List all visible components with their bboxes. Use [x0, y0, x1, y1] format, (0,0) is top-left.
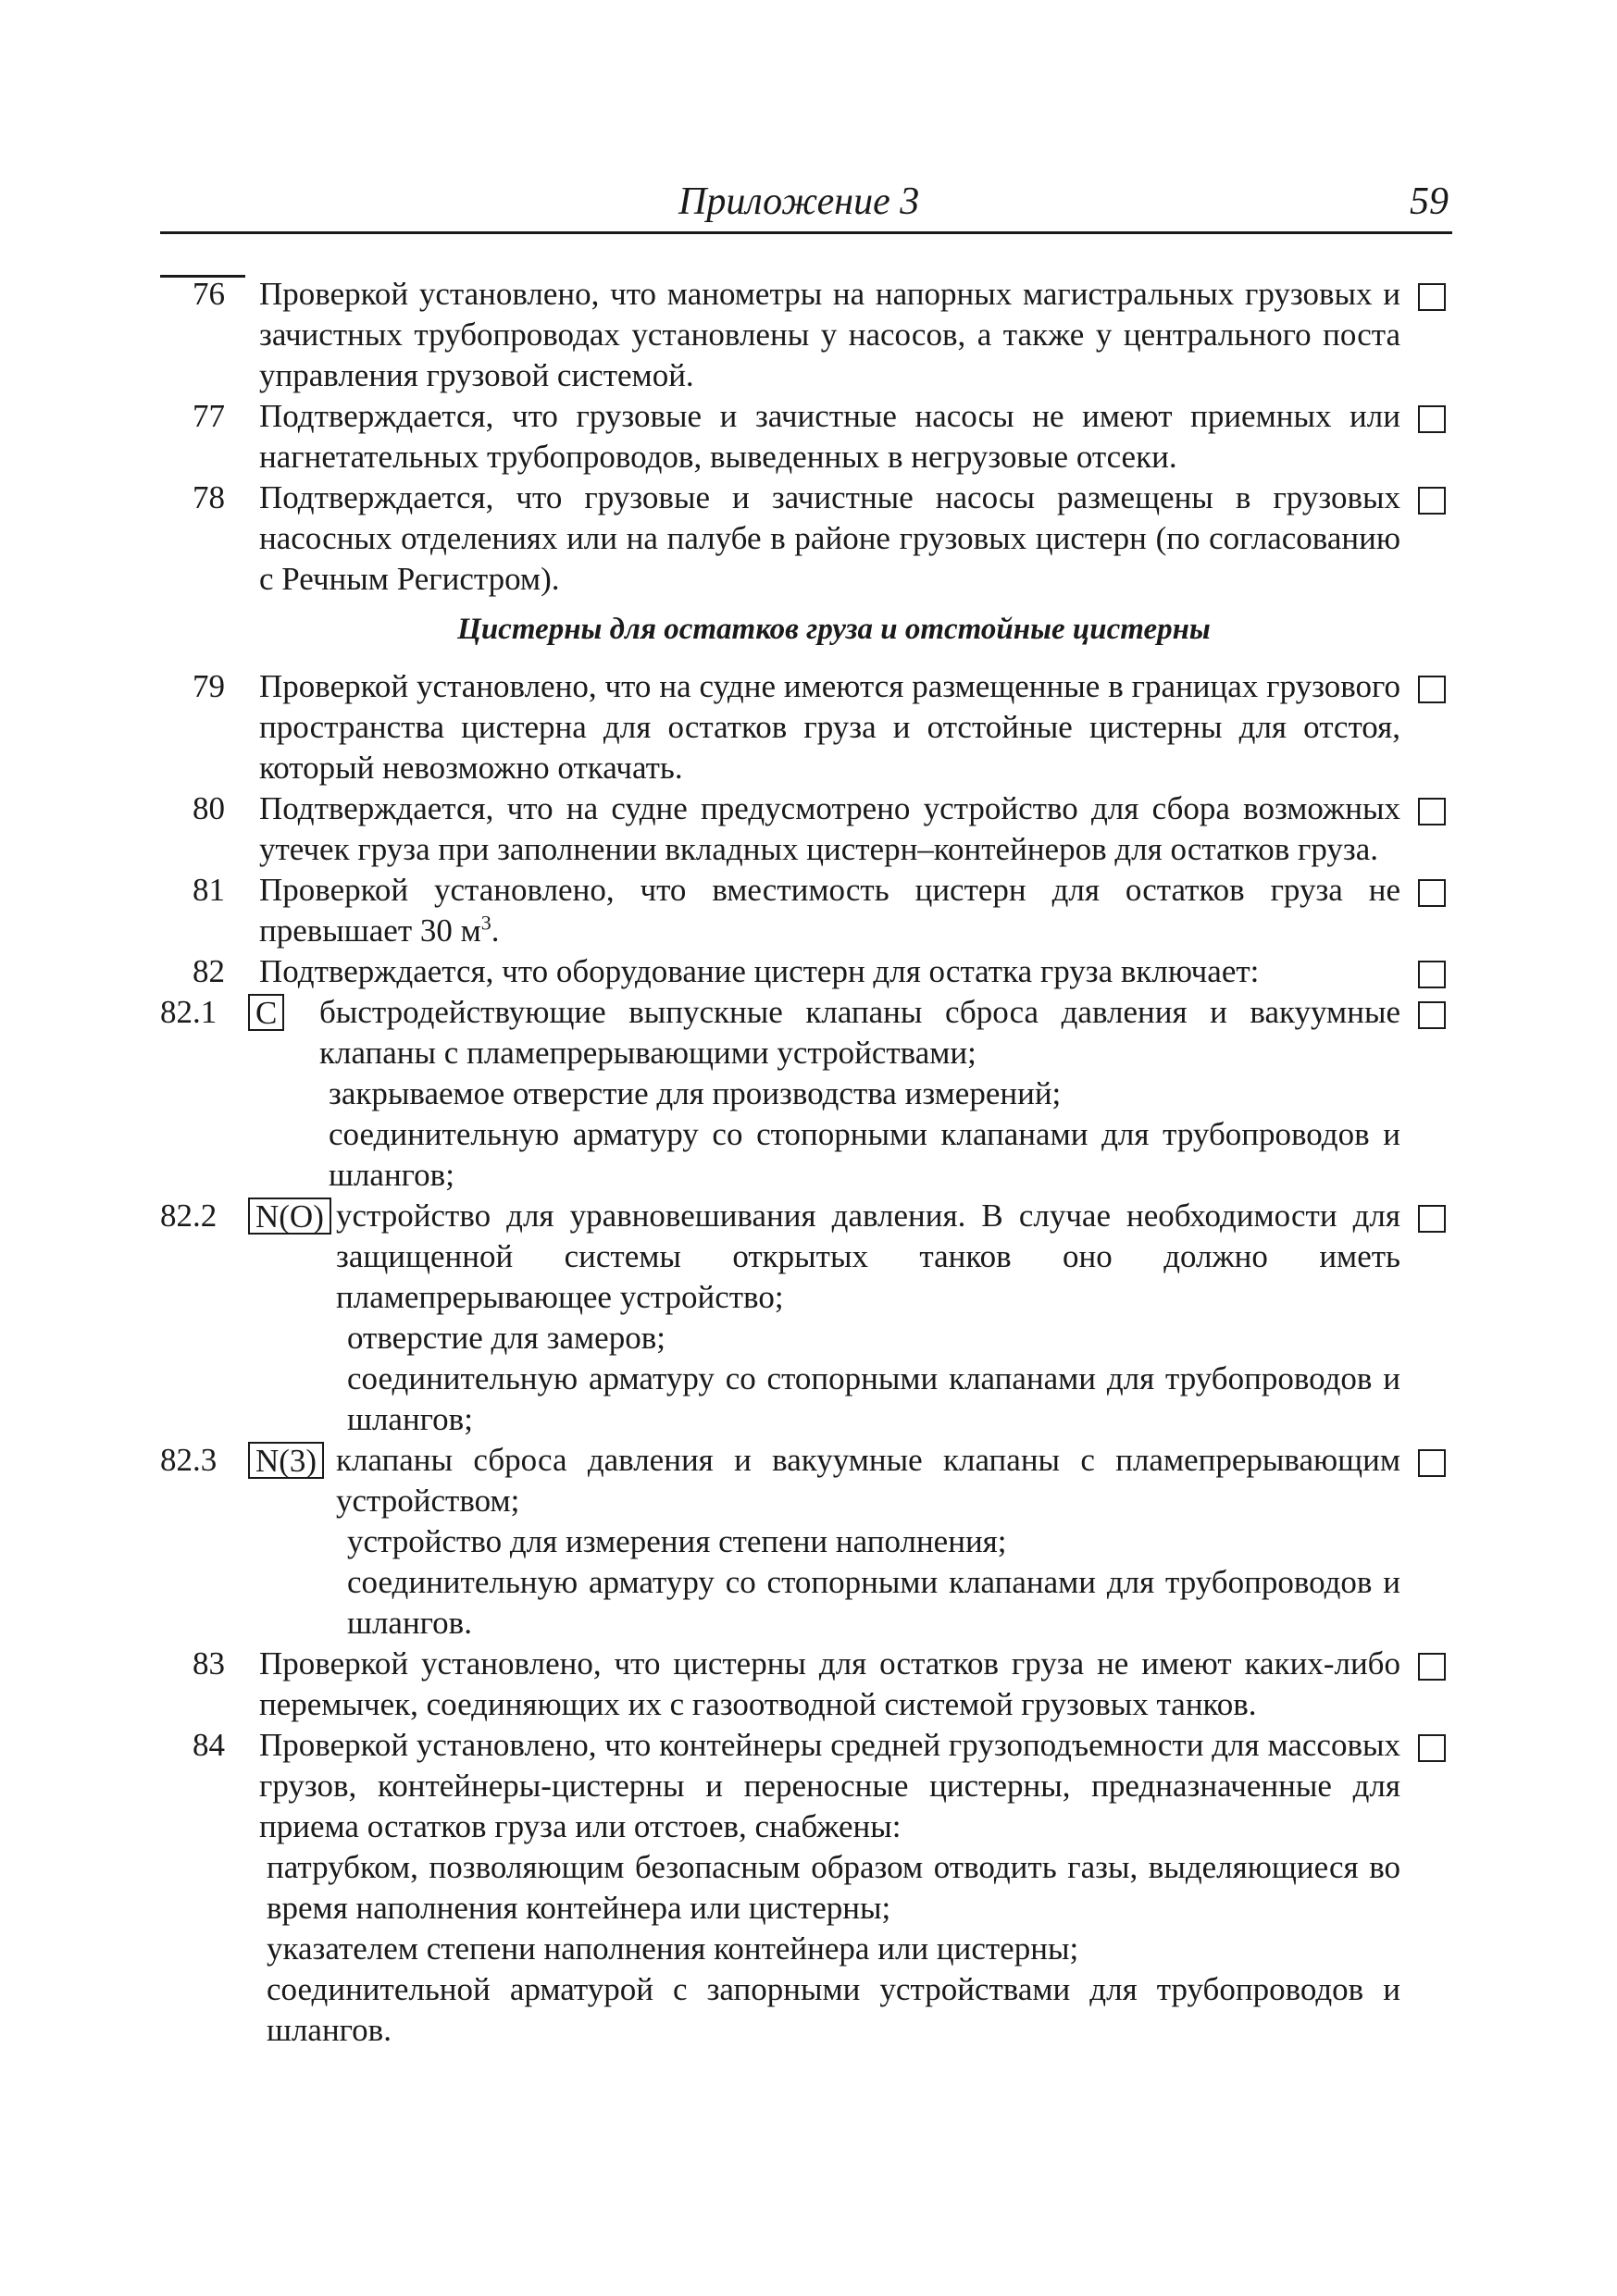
checkbox[interactable] — [1418, 676, 1446, 703]
checklist-subitem-82-2 — [160, 1196, 1452, 1440]
subitem-line: устройство для измерения степени наполнения; — [347, 1523, 1007, 1559]
page-number: 59 — [1410, 180, 1449, 223]
item-number: 77 — [193, 398, 225, 434]
item-number: 79 — [193, 668, 225, 704]
checkbox[interactable] — [1418, 1205, 1446, 1233]
checkbox[interactable] — [1418, 405, 1446, 433]
page-header — [160, 174, 1452, 234]
section-heading: Цистерны для остатков груза и отстойные цистерны — [457, 613, 1211, 646]
checklist-subitem-82-3 — [160, 1440, 1452, 1644]
checkbox[interactable] — [1418, 879, 1446, 907]
checkbox[interactable] — [1418, 1001, 1446, 1029]
category-tag: N(O) — [248, 1198, 331, 1235]
item-text: Подтверждается, что на судне предусмотрено устройство для сбора возможных утечек груза при заполнении вкладных цистерн–контейнеров для остатков груза. — [259, 790, 1400, 867]
item-text: Подтверждается, что грузовые и зачистные насосы размещены в грузовых насосных отделениях или на палубе в районе грузовых цистерн (по согласованию с Речным Регистром). — [259, 479, 1400, 597]
checkbox[interactable] — [1418, 798, 1446, 825]
item-number: 78 — [193, 479, 225, 515]
item-text: Проверкой установлено, что контейнеры средней грузоподъемности для массовых грузов, контейнеры-цистерны и переносные цистерны, предназначенные для приема остатков груза или отстоев, снабжены: — [259, 1727, 1400, 1844]
checkbox[interactable] — [1418, 961, 1446, 988]
checkbox[interactable] — [1418, 1653, 1446, 1681]
item-number: 84 — [193, 1727, 225, 1763]
subitem-number: 82.3 — [160, 1442, 218, 1478]
subitem-lead-text: клапаны сброса давления и вакуумные клапаны с пламепрерывающим устройством; — [336, 1442, 1400, 1519]
checklist-item-78 — [160, 478, 1452, 600]
item-text: Подтверждается, что грузовые и зачистные насосы не имеют приемных или нагнетательных трубопроводов, выведенных в негрузовые отсеки. — [259, 398, 1400, 475]
item-text — [259, 870, 1400, 951]
item-number: 76 — [193, 276, 225, 312]
checklist-content — [160, 274, 1452, 2051]
item-number: 80 — [193, 790, 225, 826]
item-text-end: . — [491, 912, 500, 949]
item-text: Проверкой установлено, что манометры на напорных магистральных грузовых и зачистных трубопроводах установлены у насосов, а также у центрального поста управления грузовой системой. — [259, 276, 1400, 393]
checkbox[interactable] — [1418, 283, 1446, 311]
item-number: 83 — [193, 1645, 225, 1682]
item-number: 82 — [193, 953, 225, 989]
subitem-line: соединительную арматуру со стопорными клапанами для трубопроводов и шлангов; — [329, 1116, 1400, 1193]
item-text-main: Проверкой установлено, что вместимость цистерн для остатков груза не превышает 30 м — [259, 872, 1400, 949]
item-subline: патрубком, позволяющим безопасным образом отводить газы, выделяющиеся во время наполнения контейнера или цистерны; — [267, 1849, 1400, 1926]
subitem-number: 82.1 — [160, 994, 218, 1030]
superscript: 3 — [480, 911, 491, 935]
checklist-item-82 — [160, 951, 1452, 992]
subitem-lead-text: быстродействующие выпускные клапаны сброса давления и вакуумные клапаны с пламепрерывающими устройствами; — [319, 994, 1400, 1071]
item-text: Проверкой установлено, что на судне имеются размещенные в границах грузового пространства цистерна для остатков груза и отстойные цистерны для отстоя, который невозможно откачать. — [259, 668, 1400, 786]
checkbox[interactable] — [1418, 1449, 1446, 1477]
item-subline: соединительной арматурой с запорными устройствами для трубопроводов и шлангов. — [267, 1971, 1400, 2048]
checklist-item-84 — [160, 1725, 1452, 2051]
checklist-item-80 — [160, 788, 1452, 870]
checklist-subitem-82-1 — [160, 992, 1452, 1196]
checkbox[interactable] — [1418, 1734, 1446, 1762]
checkbox[interactable] — [1418, 487, 1446, 515]
checklist-item-77 — [160, 396, 1452, 478]
item-subline: указателем степени наполнения контейнера или цистерны; — [267, 1930, 1079, 1967]
category-tag: C — [248, 994, 284, 1031]
checklist-item-79 — [160, 666, 1452, 788]
item-text: Проверкой установлено, что цистерны для остатков груза не имеют каких-либо перемычек, соединяющих их с газоотводной системой грузовых танков. — [259, 1645, 1400, 1722]
subitem-number: 82.2 — [160, 1198, 218, 1234]
category-tag: N(3) — [248, 1442, 324, 1479]
checklist-item-81 — [160, 870, 1452, 951]
subitem-line: закрываемое отверстие для производства измерений; — [329, 1075, 1062, 1111]
running-header-title: Приложение 3 — [678, 180, 920, 223]
subitem-line: соединительную арматуру со стопорными клапанами для трубопроводов и шлангов; — [347, 1360, 1400, 1437]
checklist-item-83 — [160, 1644, 1452, 1725]
subitem-line: отверстие для замеров; — [347, 1320, 665, 1356]
subitem-lead-text: устройство для уравновешивания давления. В случае необходимости для защищенной системы открытых танков оно должно иметь пламепрерывающее устройство; — [336, 1198, 1400, 1315]
item-text: Подтверждается, что оборудование цистерн для остатка груза включает: — [259, 953, 1260, 989]
checklist-item-76 — [160, 274, 1452, 396]
item-number: 81 — [193, 872, 225, 908]
subitem-line: соединительную арматуру со стопорными клапанами для трубопроводов и шлангов. — [347, 1564, 1400, 1641]
